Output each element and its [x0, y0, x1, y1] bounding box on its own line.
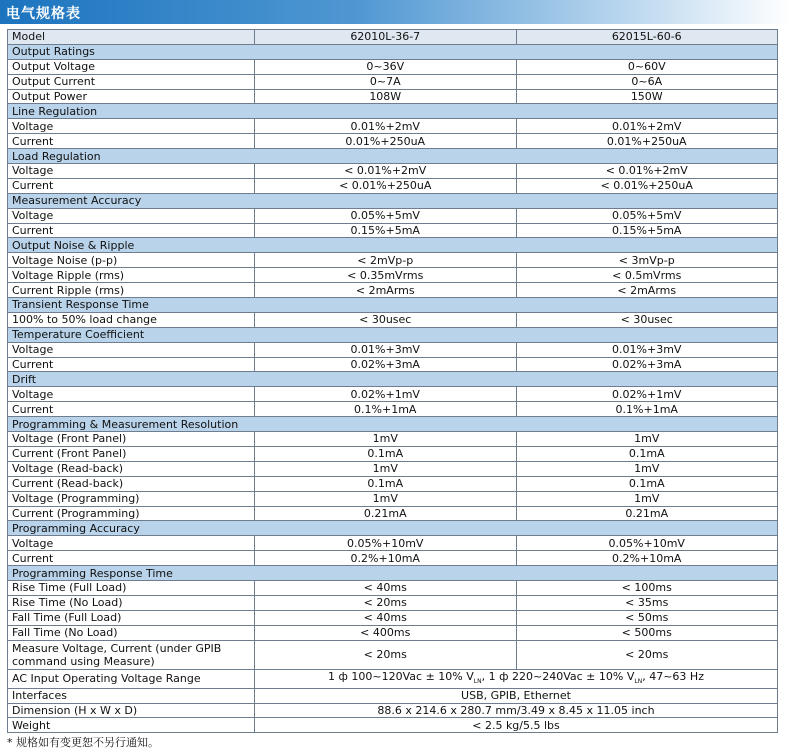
row-label: Current Ripple (rms) — [8, 283, 255, 298]
row-value-model-1: < 400ms — [255, 625, 517, 640]
row-value-model-1: 0.15%+5mA — [255, 223, 517, 238]
table-row — [8, 625, 778, 640]
row-value-model-1: < 0.01%+250uA — [255, 178, 517, 193]
table-row — [8, 164, 778, 179]
row-value-model-1: 108W — [255, 89, 517, 104]
row-label: Voltage — [8, 536, 255, 551]
section-row — [8, 372, 778, 387]
section-title: Transient Response Time — [8, 298, 778, 313]
row-value-model-2: 0.1mA — [516, 476, 778, 491]
table-row — [8, 610, 778, 625]
row-label: Output Power — [8, 89, 255, 104]
row-value-model-1: < 2mArms — [255, 283, 517, 298]
table-row — [8, 402, 778, 417]
row-value-model-2: 0.05%+5mV — [516, 208, 778, 223]
spec-table-body — [8, 30, 778, 733]
table-row — [8, 119, 778, 134]
header-model-label: Model — [8, 30, 255, 45]
section-row — [8, 327, 778, 342]
header-model-1: 62010L-36-7 — [255, 30, 517, 45]
row-value-model-1: < 30usec — [255, 312, 517, 327]
section-title: Programming Response Time — [8, 566, 778, 581]
row-value-model-2: < 2mArms — [516, 283, 778, 298]
row-value-model-1: 0.01%+2mV — [255, 119, 517, 134]
row-label: Interfaces — [8, 688, 255, 703]
row-value-model-2: 0.01%+3mV — [516, 342, 778, 357]
table-row — [8, 491, 778, 506]
row-label: Voltage — [8, 119, 255, 134]
section-title: Programming & Measurement Resolution — [8, 417, 778, 432]
row-value-model-2: < 0.01%+250uA — [516, 178, 778, 193]
table-row — [8, 640, 778, 669]
row-label: Current — [8, 178, 255, 193]
row-label: Current (Programming) — [8, 506, 255, 521]
page-title: 电气规格表 — [6, 6, 81, 22]
table-row — [8, 669, 778, 688]
row-label: Rise Time (No Load) — [8, 595, 255, 610]
footnote: * 规格如有变更恕不另行通知。 — [7, 736, 159, 749]
row-value-model-2: 0.02%+3mA — [516, 357, 778, 372]
table-row — [8, 446, 778, 461]
row-label: Current — [8, 134, 255, 149]
table-row — [8, 476, 778, 491]
row-value-model-1: 0.05%+5mV — [255, 208, 517, 223]
row-value-model-1: < 40ms — [255, 610, 517, 625]
row-value-model-1: 0.1%+1mA — [255, 402, 517, 417]
row-value-model-1: 0.02%+1mV — [255, 387, 517, 402]
row-label: Voltage (Front Panel) — [8, 432, 255, 447]
row-label: Dimension (H x W x D) — [8, 703, 255, 718]
row-value-model-2: 150W — [516, 89, 778, 104]
row-value-model-1: 1mV — [255, 491, 517, 506]
row-value-model-1: < 0.35mVrms — [255, 268, 517, 283]
row-value-model-2: 0.02%+1mV — [516, 387, 778, 402]
table-row — [8, 268, 778, 283]
row-value-model-2: 0.2%+10mA — [516, 551, 778, 566]
row-value-model-2: 0~60V — [516, 59, 778, 74]
row-value-model-2: < 50ms — [516, 610, 778, 625]
row-value-model-2: < 20ms — [516, 640, 778, 669]
section-title: Drift — [8, 372, 778, 387]
spec-table — [7, 29, 778, 733]
row-value-model-2: 0.01%+2mV — [516, 119, 778, 134]
row-value-model-1: 0.1mA — [255, 476, 517, 491]
table-row — [8, 461, 778, 476]
table-row — [8, 312, 778, 327]
table-row — [8, 536, 778, 551]
row-label: Voltage Ripple (rms) — [8, 268, 255, 283]
row-value-model-1: < 20ms — [255, 595, 517, 610]
row-label: Current — [8, 357, 255, 372]
row-value-model-2: 0.21mA — [516, 506, 778, 521]
table-row — [8, 89, 778, 104]
row-value-model-1: < 2mVp-p — [255, 253, 517, 268]
table-row — [8, 74, 778, 89]
table-row — [8, 178, 778, 193]
section-title: Measurement Accuracy — [8, 193, 778, 208]
row-value: USB, GPIB, Ethernet — [255, 688, 778, 703]
table-row — [8, 688, 778, 703]
row-value-model-2: 0.1mA — [516, 446, 778, 461]
row-value-model-2: < 35ms — [516, 595, 778, 610]
row-label: Current — [8, 223, 255, 238]
table-row — [8, 208, 778, 223]
row-value-model-1: < 20ms — [255, 640, 517, 669]
row-value-model-2: < 100ms — [516, 580, 778, 595]
section-title: Programming Accuracy — [8, 521, 778, 536]
section-row — [8, 149, 778, 164]
row-value-model-2: 1mV — [516, 491, 778, 506]
section-row — [8, 521, 778, 536]
table-header-row — [8, 30, 778, 45]
row-label: Voltage (Programming) — [8, 491, 255, 506]
row-value-model-1: 0~7A — [255, 74, 517, 89]
table-row — [8, 342, 778, 357]
section-title: Line Regulation — [8, 104, 778, 119]
section-row — [8, 44, 778, 59]
row-label: Voltage — [8, 164, 255, 179]
ac-part-b: , 1 ф 220~240Vac ± 10% V — [481, 669, 635, 683]
section-title: Output Noise & Ripple — [8, 238, 778, 253]
table-row — [8, 432, 778, 447]
row-value-model-1: 0.21mA — [255, 506, 517, 521]
ac-part-c: , 47~63 Hz — [642, 669, 704, 683]
row-value-model-2: 0.01%+250uA — [516, 134, 778, 149]
row-value-model-2: < 0.01%+2mV — [516, 164, 778, 179]
row-value-model-2: 1mV — [516, 461, 778, 476]
table-row — [8, 387, 778, 402]
table-row — [8, 253, 778, 268]
section-row — [8, 193, 778, 208]
row-label: Voltage — [8, 342, 255, 357]
row-value — [255, 669, 778, 688]
row-label: Voltage (Read-back) — [8, 461, 255, 476]
row-label: 100% to 50% load change — [8, 312, 255, 327]
row-value-model-2: 0.15%+5mA — [516, 223, 778, 238]
row-label: Current (Read-back) — [8, 476, 255, 491]
section-title: Temperature Coefficient — [8, 327, 778, 342]
row-value-model-2: < 0.5mVrms — [516, 268, 778, 283]
row-value-model-1: 0.05%+10mV — [255, 536, 517, 551]
table-row — [8, 595, 778, 610]
header-model-2: 62015L-60-6 — [516, 30, 778, 45]
row-label: Fall Time (No Load) — [8, 625, 255, 640]
section-row — [8, 417, 778, 432]
table-row — [8, 506, 778, 521]
row-value-model-2: < 500ms — [516, 625, 778, 640]
table-row — [8, 59, 778, 74]
row-value-model-2: 0.05%+10mV — [516, 536, 778, 551]
row-value-model-1: 0.01%+3mV — [255, 342, 517, 357]
ac-sub-1: LN — [473, 677, 482, 685]
section-row — [8, 566, 778, 581]
row-value-model-1: 0.02%+3mA — [255, 357, 517, 372]
row-label: Current (Front Panel) — [8, 446, 255, 461]
table-row — [8, 703, 778, 718]
row-label: Voltage Noise (p-p) — [8, 253, 255, 268]
table-row — [8, 580, 778, 595]
table-row — [8, 357, 778, 372]
section-title: Output Ratings — [8, 44, 778, 59]
row-value-model-1: 0.1mA — [255, 446, 517, 461]
row-value-model-1: 0.2%+10mA — [255, 551, 517, 566]
row-label: Output Voltage — [8, 59, 255, 74]
row-label: Voltage — [8, 208, 255, 223]
row-label: Rise Time (Full Load) — [8, 580, 255, 595]
row-value-model-2: 1mV — [516, 432, 778, 447]
row-label: Current — [8, 551, 255, 566]
table-row — [8, 718, 778, 733]
row-label: Measure Voltage, Current (under GPIB command using Measure) — [8, 640, 255, 669]
row-value-model-2: < 3mVp-p — [516, 253, 778, 268]
row-label: Fall Time (Full Load) — [8, 610, 255, 625]
ac-sub-2: LN — [634, 677, 643, 685]
row-value: 88.6 x 214.6 x 280.7 mm/3.49 x 8.45 x 11.05 inch — [255, 703, 778, 718]
row-label: Voltage — [8, 387, 255, 402]
row-label: Weight — [8, 718, 255, 733]
table-row — [8, 551, 778, 566]
row-label: AC Input Operating Voltage Range — [8, 669, 255, 688]
row-value-model-1: < 40ms — [255, 580, 517, 595]
row-value-model-1: 0.01%+250uA — [255, 134, 517, 149]
title-bar — [0, 0, 790, 24]
ac-part-a: 1 ф 100~120Vac ± 10% V — [328, 669, 474, 683]
table-row — [8, 134, 778, 149]
section-title: Load Regulation — [8, 149, 778, 164]
section-row — [8, 238, 778, 253]
row-value-model-2: 0.1%+1mA — [516, 402, 778, 417]
table-row — [8, 283, 778, 298]
row-value-model-1: 1mV — [255, 432, 517, 447]
table-row — [8, 223, 778, 238]
row-value: < 2.5 kg/5.5 lbs — [255, 718, 778, 733]
section-row — [8, 298, 778, 313]
row-value-model-1: 1mV — [255, 461, 517, 476]
row-label: Current — [8, 402, 255, 417]
row-value-model-1: 0~36V — [255, 59, 517, 74]
row-value-model-2: 0~6A — [516, 74, 778, 89]
row-label: Output Current — [8, 74, 255, 89]
row-value-model-2: < 30usec — [516, 312, 778, 327]
row-value-model-1: < 0.01%+2mV — [255, 164, 517, 179]
section-row — [8, 104, 778, 119]
